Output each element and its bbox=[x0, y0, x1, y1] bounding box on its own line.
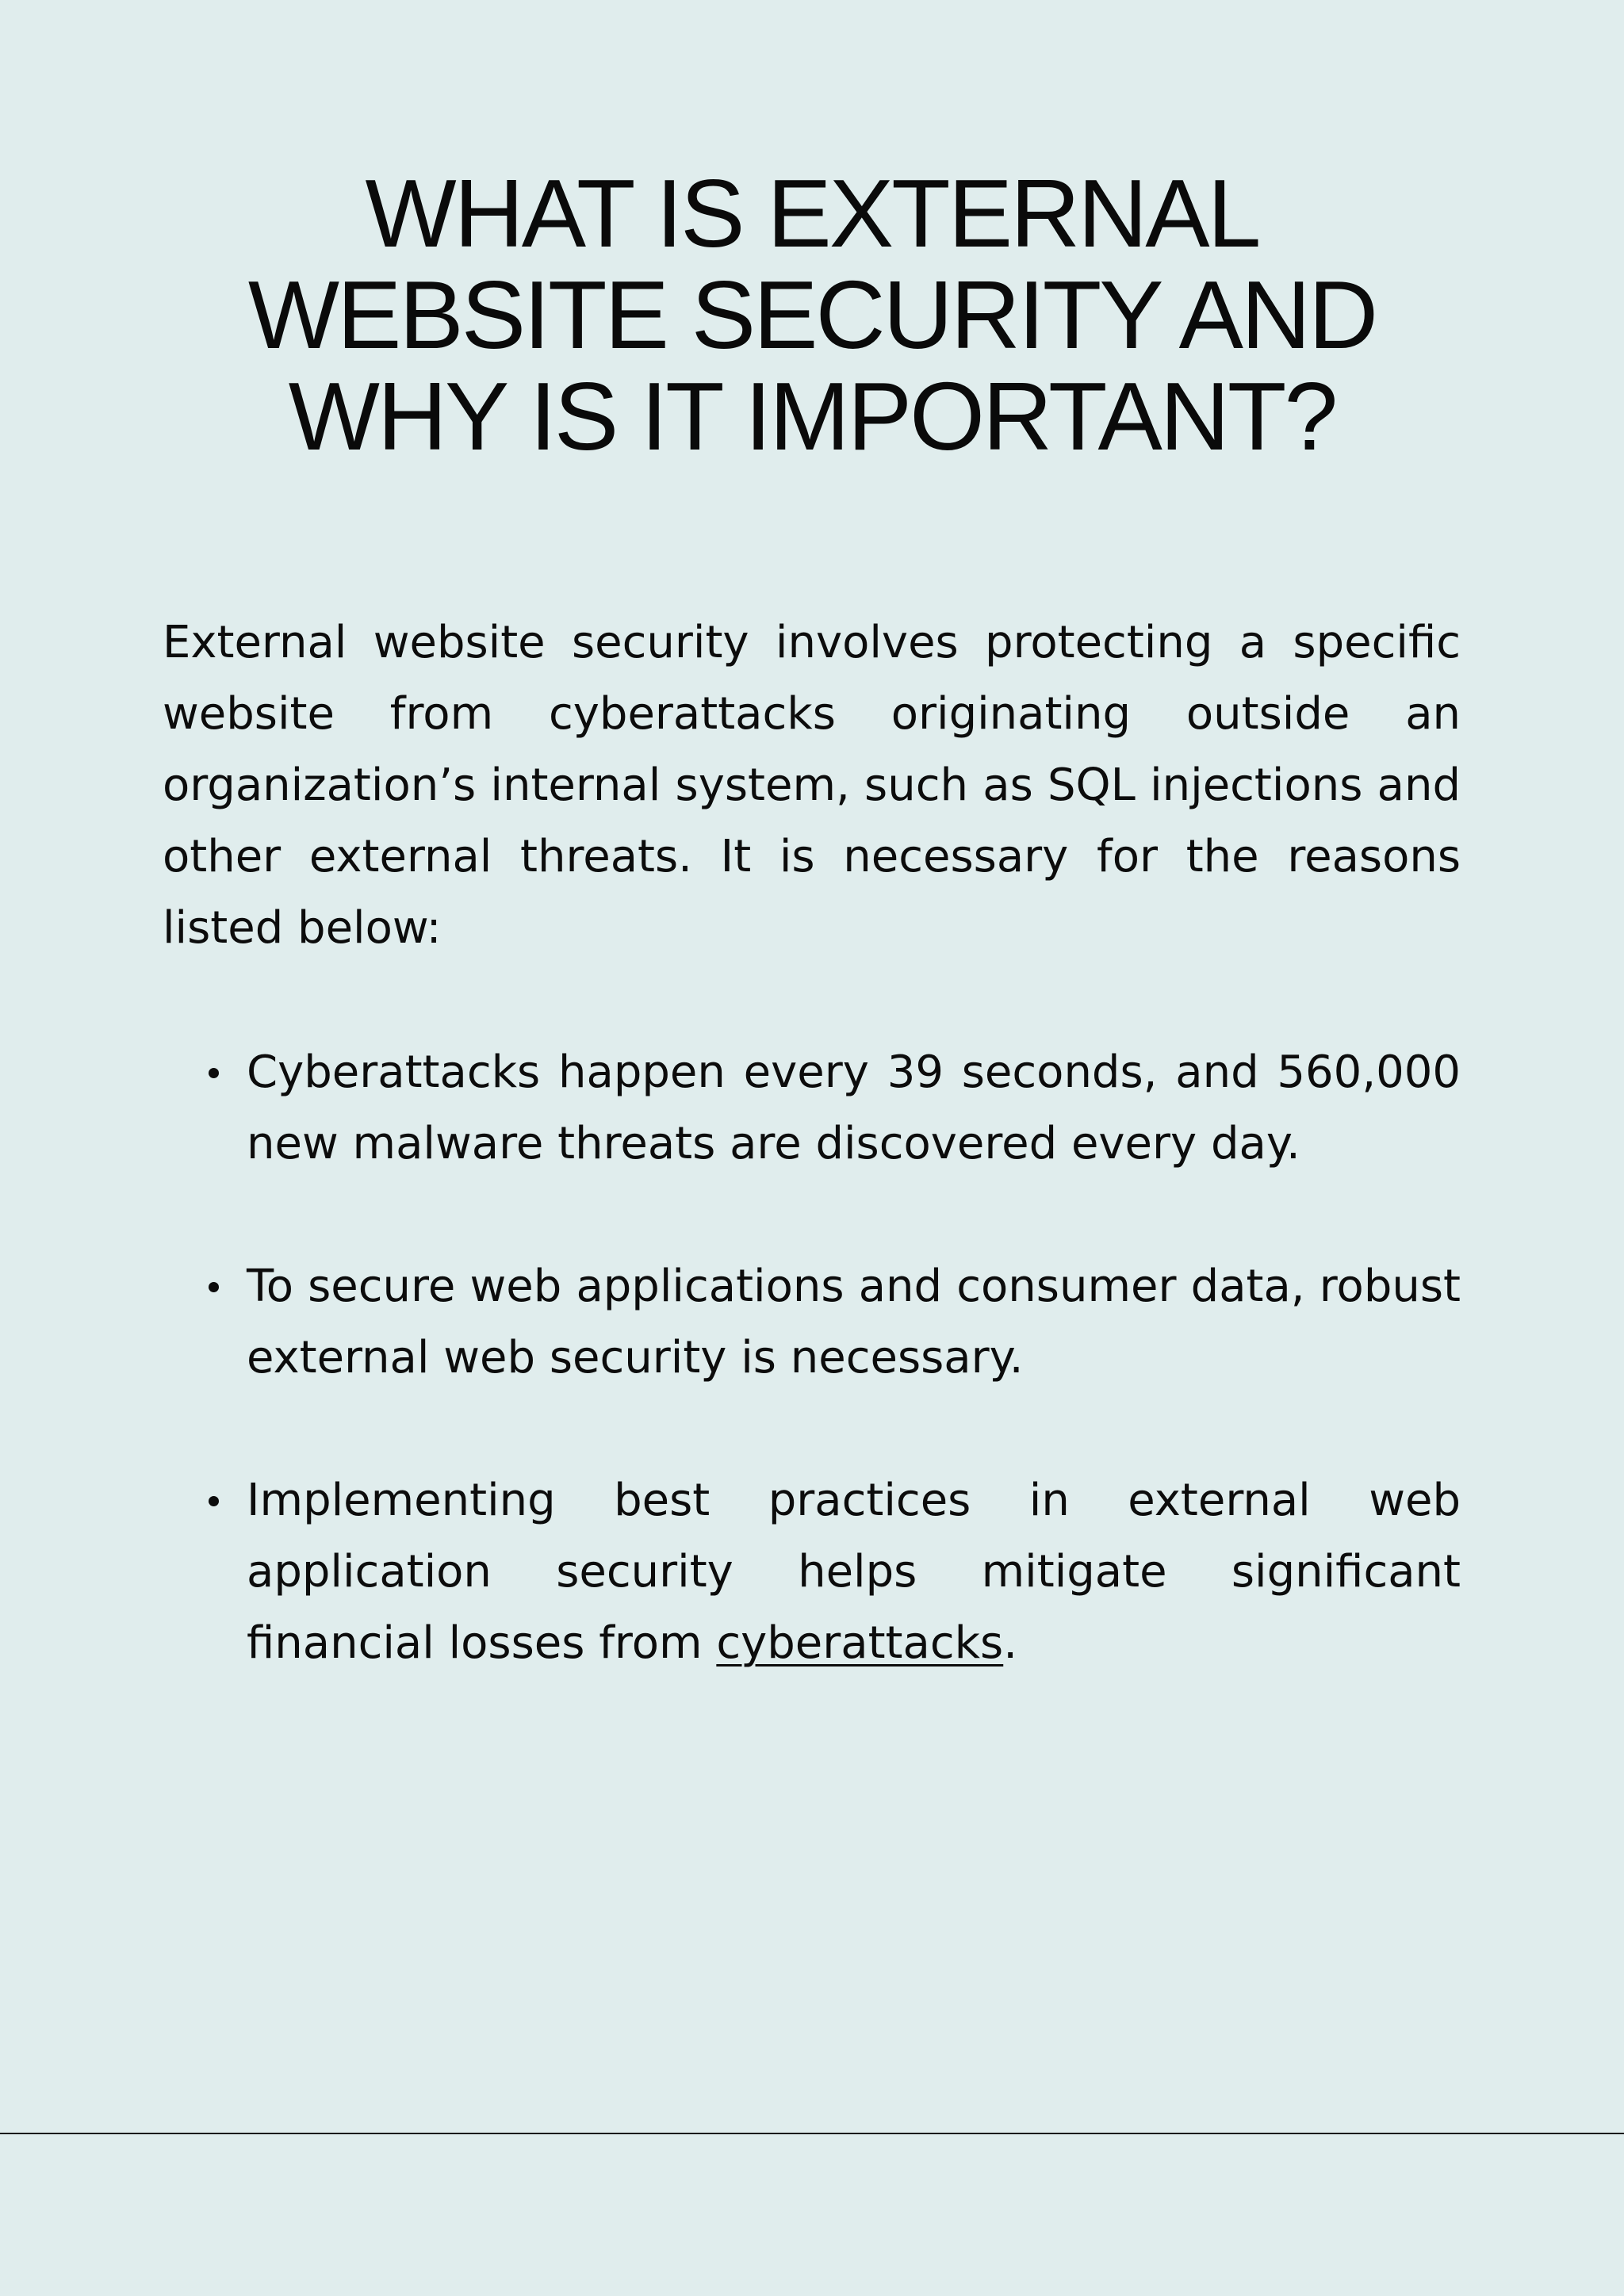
page-title bbox=[159, 159, 1465, 470]
title-line-1: WHAT IS EXTERNAL bbox=[365, 159, 1259, 267]
list-item-text: To secure web applications and consumer data, robust external web security is necessary. bbox=[247, 1261, 1461, 1383]
title-line-3: WHY IS IT IMPORTANT? bbox=[288, 362, 1336, 470]
title-line-2: WEBSITE SECURITY AND bbox=[247, 261, 1377, 369]
list-item-text: Implementing best practices in external web application security helps mitigate significant financial losses from bbox=[247, 1475, 1461, 1669]
reasons-list bbox=[163, 1037, 1461, 1679]
cyberattacks-link[interactable]: cyberattacks bbox=[716, 1617, 1004, 1669]
footer-divider bbox=[0, 2133, 1624, 2134]
bullet-dot-icon bbox=[209, 1496, 219, 1506]
list-item-text-end: . bbox=[1003, 1617, 1018, 1669]
bullet-dot-icon bbox=[209, 1282, 219, 1292]
intro-paragraph: External website security involves protecting a specific website from cyberattacks originating outside an organization’s internal system, such as SQL injections and other external threats. It is necessary for the reasons listed below: bbox=[163, 617, 1461, 954]
list-item-text: Cyberattacks happen every 39 seconds, and 560,000 new malware threats are discovered every day. bbox=[247, 1047, 1461, 1169]
list-item bbox=[163, 1465, 1461, 1679]
list-item bbox=[163, 1037, 1461, 1180]
list-item bbox=[163, 1251, 1461, 1394]
bullet-dot-icon bbox=[209, 1068, 219, 1078]
